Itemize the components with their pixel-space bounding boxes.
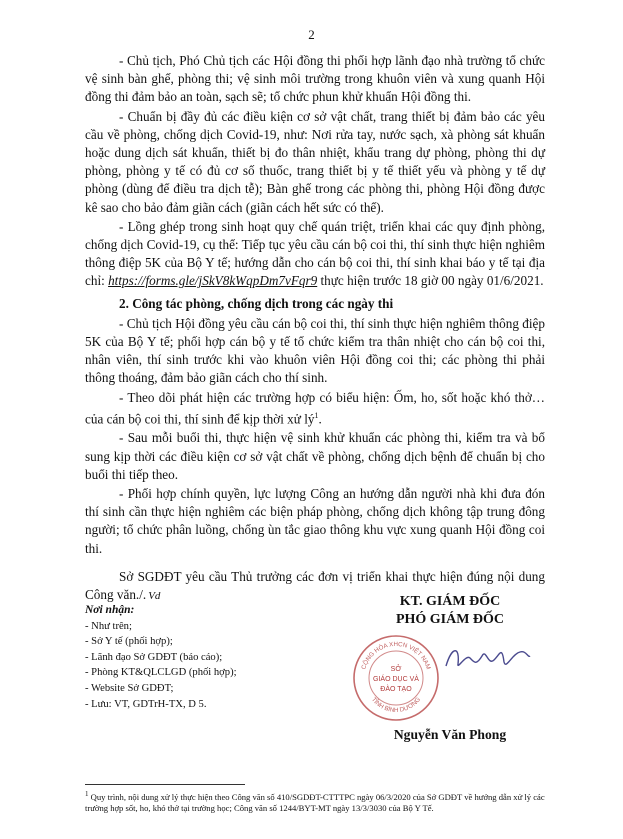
recipients-block (85, 603, 315, 712)
document-body (85, 52, 545, 606)
seal-center-line: ĐÀO TẠO (380, 686, 412, 693)
seal-text-bottom: TỈNH BÌNH DƯƠNG (369, 696, 423, 715)
closing-statement: Sở SGDĐT yêu cầu Thủ trưởng các đơn vị triển khai thực hiện đúng nội dung Công văn./. Vd (85, 568, 545, 603)
paragraph: - Phối hợp chính quyền, lực lượng Công an hướng dẫn người nhà khi đưa đón thí sinh cần thực hiện nghiêm các biện pháp phòng, chống dịch không tập trung đông người; tổ chức phân luồng, chống ùn tắc giao thông khu vực xung quanh Hội đồng coi thi. (85, 486, 545, 556)
signer-name: Nguyễn Văn Phong (393, 727, 507, 742)
signature-title: KT. GIÁM ĐỐC (399, 594, 501, 609)
paragraph-text: - Theo dõi phát hiện các trường hợp có biểu hiện: Ốm, ho, sốt hoặc khó thở… của cán bộ coi thi, thí sinh để kịp thời xử lý (85, 389, 545, 427)
recipients-title: Nơi nhận: (85, 604, 135, 616)
official-seal-icon (352, 634, 440, 722)
footnote-text: Quy trình, nội dung xử lý thực hiện theo Công văn số 410/SGDĐT-CTTTPC ngày 06/3/2020 của Sở GDĐT về hướng dẫn xử lý các trường hợp sốt, ho, khó thở tại trường học; Công văn số 1244/BYT-MT ngày 13/3/3030 của Bộ Y Tế. (85, 791, 545, 813)
recipients-list (85, 619, 315, 713)
footnote-marker: 1 (314, 410, 319, 420)
list-item: - Lưu: VT, GDTrH-TX, D 5. (85, 698, 207, 710)
health-declaration-link[interactable]: https://forms.gle/jSkV8kWqpDm7vFqr9 (108, 273, 318, 289)
list-item: - Website Sở GDĐT; (85, 682, 174, 694)
paragraph-with-link (85, 218, 545, 291)
seal-text-top: CỘNG HÒA XHCN VIỆT NAM (360, 640, 432, 671)
list-item: - Sở Y tế (phối hợp); (85, 636, 173, 648)
paragraph: - Chủ tịch Hội đồng yêu cầu cán bộ coi thi, thí sinh thực hiện nghiêm thông điệp 5K của Bộ Y tế; phối hợp cán bộ y tế tổ chức kiểm tra thân nhiệt cho cán bộ coi thi, nhân viên, thí sinh trước khi vào khuôn viên Hội đồng coi thi; các phòng thi phải thông thoáng, đảm bảo giãn cách cho thí sinh. (85, 315, 545, 386)
list-item: - Như trên; (85, 620, 132, 632)
paragraph: - Chủ tịch, Phó Chủ tịch các Hội đồng thi phối hợp lãnh đạo nhà trường tổ chức vệ sinh bàn ghế, phòng thi; vệ sinh môi trường trong khuôn viên và xung quanh Hội đồng thi đảm bảo an toàn, sạch sẽ; tổ chức phun khử khuẩn Hội đồng thi. (85, 53, 545, 105)
paragraph: - Chuẩn bị đầy đủ các điều kiện cơ sở vật chất, trang thiết bị đảm bảo các yêu cầu về phòng, chống dịch Covid-19, như: Nơi rửa tay, nước sạch, xà phòng sát khuẩn hoặc dung dịch sát khuẩn, thiết bị đo thân nhiệt, khẩu trang dự phòng, phòng thi dự phòng, phòng y tế có đủ cơ số thuốc, trang thiết bị y tế thiết yếu và phòng y tế dự phòng (dùng để điều tra dịch tễ); Bàn ghế trong các phòng thi, phòng Hội đồng được kê sao cho bảo đảm giãn cách (giãn cách hết sức có thể). (85, 108, 545, 215)
handwritten-signature-icon (442, 636, 532, 676)
footnote (85, 789, 555, 814)
paragraph-text: thực hiện trước 18 giờ 00 ngày 01/6/2021. (317, 273, 544, 289)
signature-block (345, 594, 555, 628)
footnote-marker: 1 (85, 790, 89, 798)
list-item: - Phòng KT&QLCLGD (phối hợp); (85, 667, 237, 679)
paragraph-text: - Lồng ghép trong sinh hoạt quy chế quán triệt, triển khai các quy định phòng, chống dịch Covid-19, cụ thể: Tiếp tục yêu cầu cán bộ coi thi, thí sinh thực hiện nghiêm thông điệp 5K của Bộ Y tế; hướng dẫn cho cán bộ coi thi, thí sinh khai báo y tế tại địa chỉ: (85, 218, 545, 289)
section-heading: 2. Công tác phòng, chống dịch trong các ngày thi (119, 295, 394, 311)
signature-position: PHÓ GIÁM ĐỐC (395, 612, 505, 627)
paragraph: - Sau mỗi buổi thi, thực hiện vệ sinh khử khuẩn các phòng thi, kiểm tra và bổ sung kịp thời các điều kiện cơ sở vật chất về phòng, chống dịch bệnh để chuẩn bị cho buổi thi tiếp theo. (85, 430, 545, 482)
seal-center-line: GIÁO DỤC VÀ (373, 676, 419, 683)
paragraph-with-footnote: - Theo dõi phát hiện các trường hợp có biểu hiện: Ốm, ho, sốt hoặc khó thở… của cán bộ coi thi, thí sinh để kịp thời xử $lý^1$. (85, 389, 545, 427)
handwritten-initial: Vd (148, 590, 161, 603)
seal-center-line: SỞ (390, 666, 402, 673)
page-number: 2 (308, 27, 315, 42)
list-item: - Lãnh đạo Sở GDĐT (báo cáo); (85, 651, 223, 663)
footnote-divider (85, 784, 245, 785)
